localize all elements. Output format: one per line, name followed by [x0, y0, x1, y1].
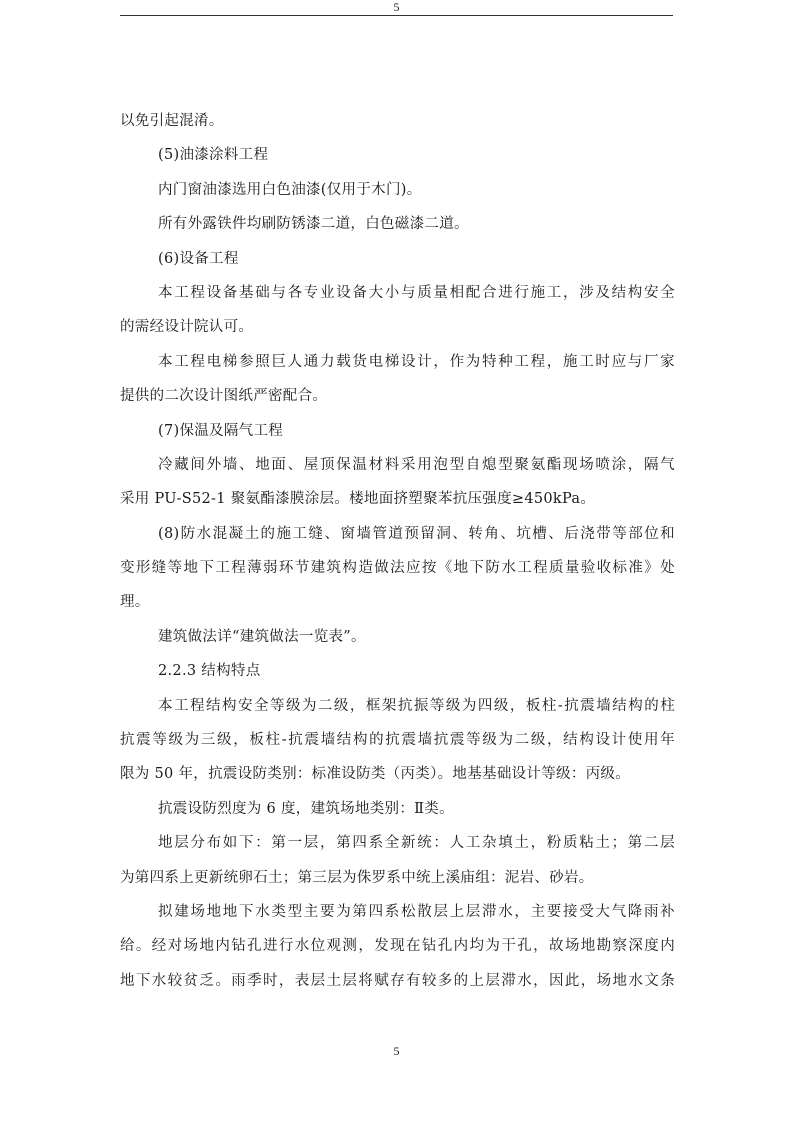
text-line: 地下水较贫乏。雨季时，表层土层将赋存有较多的上层滞水，因此，场地水文条 — [120, 972, 675, 989]
text-line: (6)设备工程 — [158, 250, 239, 267]
text-line: 冷藏间外墙、地面、屋顶保温材料采用泡型自熄型聚氨酯现场喷涂，隔气 — [158, 456, 675, 473]
text-line: (5)油漆涂料工程 — [158, 147, 269, 164]
text-line: 为第四系上更新统卵石土；第三层为侏罗系中统上溪庙组：泥岩、砂岩。 — [120, 869, 594, 886]
text-line: 抗震设防烈度为 6 度，建筑场地类别：Ⅱ类。 — [158, 800, 454, 817]
text-line: 本工程设备基础与各专业设备大小与质量相配合进行施工，涉及结构安全 — [158, 284, 675, 301]
text-line: 变形缝等地下工程薄弱环节建筑构造做法应按《地下防水工程质量验收标准》处 — [120, 560, 675, 577]
text-line: 本工程结构安全等级为二级，框架抗振等级为四级，板柱-抗震墙结构的柱 — [158, 697, 675, 714]
text-line: 拟建场地地下水类型主要为第四系松散层上层滞水，主要接受大气降雨补 — [158, 903, 675, 920]
text-line: 采用 PU-S52-1 聚氨酯漆膜涂层。楼地面挤塑聚苯抗压强度≥450kPa。 — [120, 491, 596, 508]
text-line: (7)保温及隔气工程 — [158, 422, 284, 439]
text-line: 的需经设计院认可。 — [120, 319, 254, 336]
text-line: 以免引起混淆。 — [120, 113, 224, 129]
text-line: 抗震等级为三级，板柱-抗震墙结构的抗震墙抗震等级为二级，结构设计使用年 — [120, 732, 675, 749]
text-line: 本工程电梯参照巨人通力载货电梯设计，作为特种工程，施工时应与厂家 — [158, 353, 675, 370]
text-line: 内门窗油漆选用白色油漆(仅用于木门)。 — [158, 181, 422, 198]
text-line: 提供的二次设计图纸严密配合。 — [120, 388, 328, 405]
page-number-header: 5 — [393, 0, 400, 14]
text-line: 2.2.3 结构特点 — [158, 663, 261, 680]
text-line: 建筑做法详“建筑做法一览表”。 — [158, 628, 366, 645]
document-body — [120, 104, 675, 998]
header-divider — [120, 15, 673, 16]
text-line: 地层分布如下：第一层，第四系全新统：人工杂填土，粉质粘土；第二层 — [158, 835, 675, 852]
text-line: 限为 50 年，抗震设防类别：标准设防类（丙类）。地基基础设计等级：丙级。 — [120, 766, 631, 783]
text-line: 理。 — [120, 594, 150, 611]
text-line: (8)防水混凝土的施工缝、窗墙管道预留洞、转角、坑槽、后浇带等部位和 — [158, 525, 675, 542]
page-number-footer: 5 — [393, 1044, 400, 1058]
text-line: 给。经对场地内钻孔进行水位观测，发现在钻孔内均为干孔，故场地勘察深度内 — [120, 938, 675, 955]
text-line: 所有外露铁件均刷防锈漆二道，白色磁漆二道。 — [158, 216, 469, 233]
